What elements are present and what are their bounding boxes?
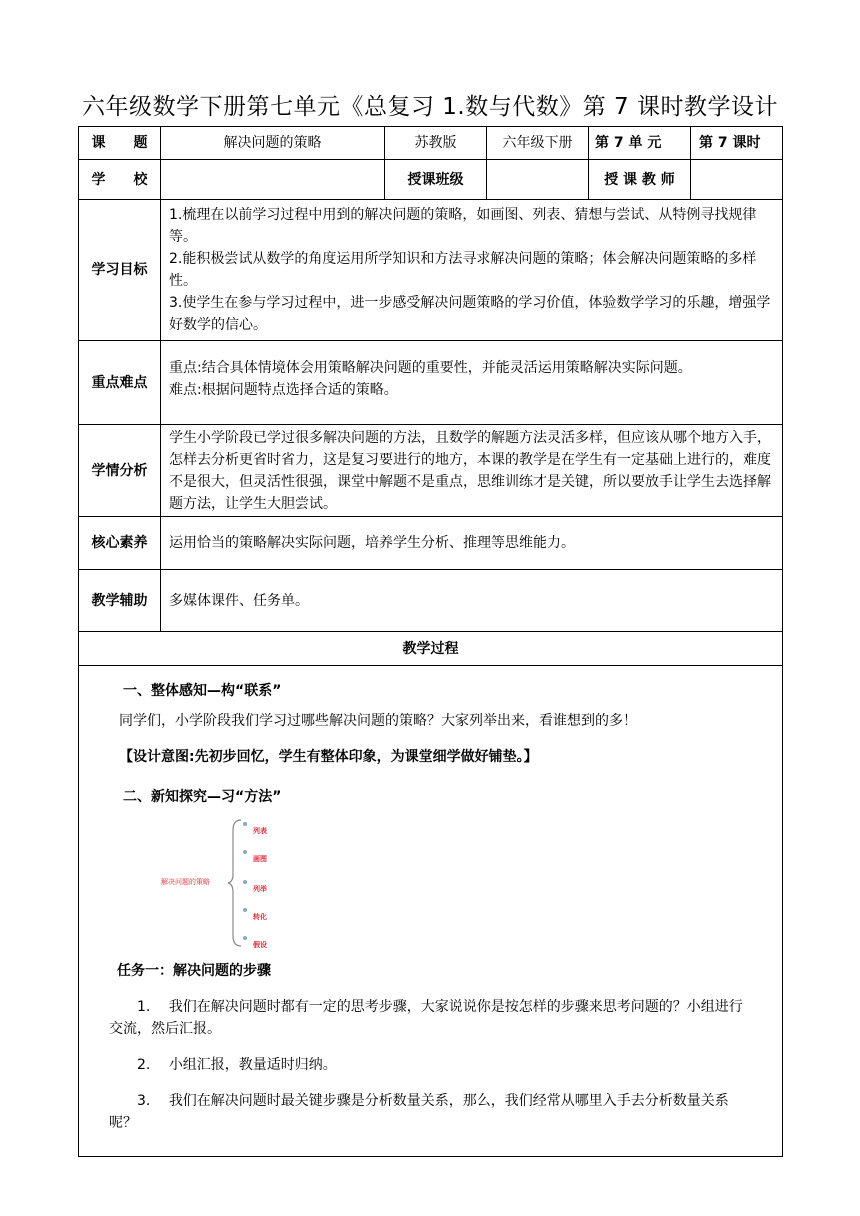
step-number: 3.	[137, 1093, 151, 1109]
keypoints-label: 重点难点	[79, 341, 161, 425]
section1-title: 一、整体感知—构“联系”	[123, 683, 282, 699]
step-item	[109, 996, 752, 1040]
aids-text: 多媒体课件、任务单。	[161, 570, 783, 632]
analysis-content	[161, 425, 783, 517]
keypoints-content	[161, 341, 783, 425]
analysis-label: 学情分析	[79, 425, 161, 517]
lesson-plan-table	[78, 126, 783, 1157]
branch-dot-icon	[243, 936, 247, 940]
process-header-row	[79, 632, 783, 666]
branch-dot-icon	[243, 822, 247, 826]
step-number: 1.	[137, 999, 151, 1015]
grade-cell: 六年级下册	[487, 127, 589, 160]
section1-text: 同学们，小学阶段我们学习过哪些解决问题的策略？大家列举出来，看谁想到的多！	[119, 713, 637, 729]
difficulty-text: 难点:根据问题特点选择合适的策略。	[169, 382, 398, 398]
mindmap-branch: 列举	[253, 885, 267, 893]
section2-title: 二、新知探究—习“方法”	[123, 789, 282, 805]
aids-label: 教学辅助	[79, 570, 161, 632]
lesson-cell: 第 7 课时	[691, 127, 783, 160]
strategy-mindmap	[161, 816, 421, 954]
step-item	[109, 1090, 752, 1134]
teacher-label: 授 课 教 师	[589, 160, 691, 200]
literacy-label: 核心素养	[79, 517, 161, 570]
mindmap-branch: 转化	[253, 913, 267, 921]
step-text: 我们在解决问题时最关键步骤是分析数量关系，那么，我们经常从哪里入手去分析数量关系呢？	[109, 1093, 729, 1131]
school-value	[161, 160, 385, 200]
section1-design: 【设计意图:先初步回忆，学生有整体印象，为课堂细学做好铺垫。】	[119, 749, 538, 765]
school-row	[79, 160, 783, 200]
step-number: 2.	[137, 1057, 151, 1073]
objectives-content	[161, 200, 783, 341]
class-label: 授课班级	[385, 160, 487, 200]
objectives-label: 学习目标	[79, 200, 161, 341]
step-text: 我们在解决问题时都有一定的思考步骤，大家说说你是按怎样的步骤来思考问题的？小组进行交流，然后汇报。	[109, 999, 743, 1037]
branch-dot-icon	[243, 850, 247, 854]
topic-value: 解决问题的策略	[161, 127, 385, 160]
process-header: 教学过程	[79, 632, 783, 666]
mindmap-branch: 列表	[253, 827, 267, 835]
keypoints-row	[79, 341, 783, 425]
objective-item: 1.梳理在以前学习过程中用到的解决问题的策略，如画图、列表、猜想与尝试、从特例寻找规律等。	[169, 207, 757, 245]
process-content	[79, 666, 783, 1157]
teacher-value	[691, 160, 783, 200]
aids-row	[79, 570, 783, 632]
process-content-row	[79, 666, 783, 1157]
focus-text: 重点:结合具体情境体会用策略解决问题的重要性，并能灵活运用策略解决实际问题。	[169, 360, 692, 376]
mindmap-branch: 假设	[253, 941, 267, 949]
objective-item: 3.使学生在参与学习过程中，进一步感受解决问题策略的学习价值，体验数学学习的乐趣，增强学好数学的信心。	[169, 295, 771, 333]
mindmap-root: 解决问题的策略	[161, 878, 210, 886]
task1-title: 任务一：解决问题的步骤	[117, 963, 271, 979]
mindmap-branch: 画图	[253, 855, 267, 863]
school-label: 学 校	[79, 160, 161, 200]
step-item	[109, 1054, 752, 1076]
step-text: 小组汇报，教量适时归纳。	[168, 1057, 337, 1073]
literacy-text: 运用恰当的策略解决实际问题，培养学生分析、推理等思维能力。	[161, 517, 783, 570]
document-title: 六年级数学下册第七单元《总复习 1.数与代数》第 7 课时教学设计	[81, 94, 778, 120]
branch-dot-icon	[243, 908, 247, 912]
analysis-row	[79, 425, 783, 517]
objectives-row	[79, 200, 783, 341]
header-row	[79, 127, 783, 160]
analysis-text: 学生小学阶段已学过很多解决问题的方法，且数学的解题方法灵活多样，但应该从哪个地方入手，怎样去分析更省时省力，这是复习要进行的地方，本课的教学是在学生有一定基础上进行的，难度不是很大，但灵活性很强，课堂中解题不是重点，思维训练才是关键，所以要放手让学生去选择解题方法，让学生大胆尝试。	[169, 429, 771, 512]
topic-label: 课 题	[79, 127, 161, 160]
brace-icon	[227, 818, 243, 948]
unit-cell: 第 7 单 元	[589, 127, 691, 160]
publisher-cell: 苏教版	[385, 127, 487, 160]
literacy-row	[79, 517, 783, 570]
branch-dot-icon	[243, 880, 247, 884]
class-value	[487, 160, 589, 200]
objective-item: 2.能积极尝试从数学的角度运用所学知识和方法寻求解决问题的策略；体会解决问题策略的多样性。	[169, 251, 757, 289]
